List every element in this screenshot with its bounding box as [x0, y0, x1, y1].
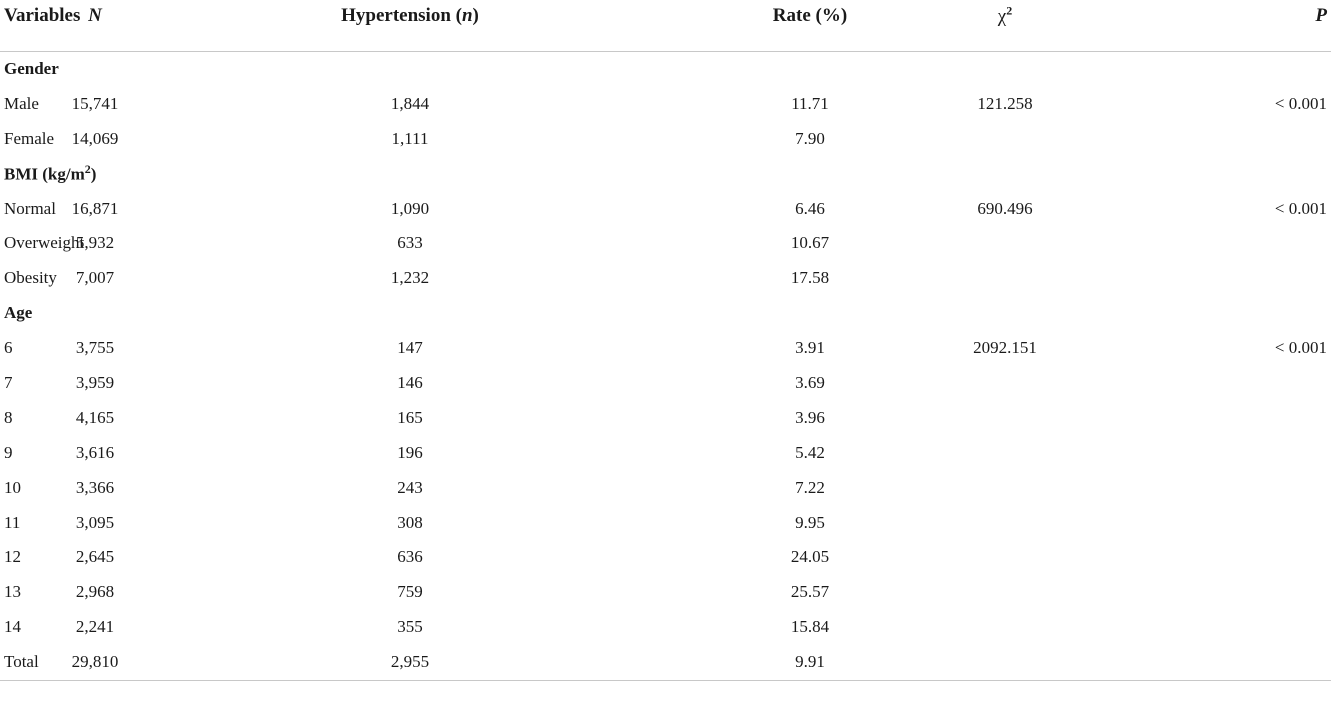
cell-hypertension: 196	[397, 442, 423, 462]
cell-hypertension	[380, 296, 740, 331]
cell-hypertension: 759	[397, 582, 423, 602]
cell-hypertension: 636	[397, 547, 423, 567]
cell-n: 14,069	[71, 128, 119, 148]
cell-hypertension: 2,955	[380, 645, 740, 680]
cell-p	[1210, 121, 1331, 156]
table-row	[0, 575, 1331, 610]
cell-rate: 5.42	[795, 442, 825, 462]
cell-chi	[980, 610, 1210, 645]
table-row	[0, 191, 1331, 226]
header-chi-square: $\chi^2$	[980, 0, 1210, 51]
group-row	[0, 51, 1331, 86]
cell-rate	[740, 296, 980, 331]
cell-rate	[740, 156, 980, 191]
cell-chi	[980, 575, 1210, 610]
cell-p	[1210, 296, 1331, 331]
cell-p	[1210, 51, 1331, 86]
cell-hypertension: 633	[397, 233, 423, 253]
cell-n	[190, 51, 380, 86]
cell-n: 2,645	[75, 547, 115, 567]
cell-chi	[980, 261, 1210, 296]
cell-n: 3,755	[75, 338, 115, 358]
cell-chi: 2092.151	[973, 338, 1037, 358]
cell-variable: Obesity	[4, 268, 57, 288]
header-rate: Rate (%)	[740, 0, 980, 51]
cell-rate: 17.58	[790, 268, 830, 288]
cell-chi	[980, 505, 1210, 540]
header-row	[0, 0, 1331, 51]
cell-chi	[980, 51, 1210, 86]
cell-chi	[980, 296, 1210, 331]
cell-variable: 13	[4, 582, 21, 602]
cell-p: < 0.001	[1274, 198, 1327, 218]
cell-n: 3,095	[75, 512, 115, 532]
cell-hypertension	[380, 156, 740, 191]
cell-rate: 7.22	[795, 477, 825, 497]
cell-hypertension: 165	[397, 407, 423, 427]
table-row	[0, 86, 1331, 121]
cell-variable: Normal	[4, 198, 56, 218]
cell-rate	[740, 51, 980, 86]
cell-n: 16,871	[71, 198, 119, 218]
cell-chi	[980, 400, 1210, 435]
cell-chi	[980, 435, 1210, 470]
cell-hypertension: 355	[397, 617, 423, 637]
cell-chi	[980, 156, 1210, 191]
cell-variable: 8	[4, 407, 13, 427]
table-row	[0, 121, 1331, 156]
cell-rate: 7.90	[795, 128, 825, 148]
cell-rate: 25.57	[790, 582, 830, 602]
cell-chi: 690.496	[977, 198, 1033, 218]
cell-hypertension: 308	[397, 512, 423, 532]
table-row	[0, 645, 1331, 680]
cell-n: 3,959	[75, 372, 115, 392]
header-variables: Variables	[0, 0, 190, 51]
cell-variable: 14	[4, 617, 21, 637]
cell-variable: Gender	[4, 58, 59, 78]
cell-p	[1210, 610, 1331, 645]
cell-variable: Male	[4, 93, 39, 113]
cell-chi	[980, 366, 1210, 401]
cell-rate: 3.96	[795, 407, 825, 427]
table-row	[0, 610, 1331, 645]
cell-chi	[980, 540, 1210, 575]
cell-n: 15,741	[71, 93, 119, 113]
table-row	[0, 505, 1331, 540]
cell-hypertension: 243	[397, 477, 423, 497]
table-row	[0, 435, 1331, 470]
cell-n: 3,616	[75, 442, 115, 462]
cell-rate: 9.95	[795, 512, 825, 532]
cell-n: 2,968	[75, 582, 115, 602]
header-hypertension: Hypertension (n)	[380, 0, 740, 51]
header-n: N	[190, 0, 380, 51]
cell-n	[190, 296, 380, 331]
cell-variable: 7	[4, 372, 13, 392]
cell-hypertension: 147	[397, 338, 423, 358]
group-row	[0, 296, 1331, 331]
cell-p	[1210, 261, 1331, 296]
cell-variable: 11	[4, 512, 21, 532]
cell-p: < 0.001	[1274, 93, 1327, 113]
cell-p	[1210, 470, 1331, 505]
cell-p	[1210, 505, 1331, 540]
cell-p	[1210, 575, 1331, 610]
cell-variable: Female	[4, 128, 55, 148]
cell-hypertension: 1,232	[390, 268, 430, 288]
table-row	[0, 226, 1331, 261]
cell-hypertension	[380, 51, 740, 86]
cell-rate: 15.84	[790, 617, 830, 637]
cell-variable: Total	[0, 645, 190, 680]
cell-p	[1210, 400, 1331, 435]
cell-chi: 121.258	[977, 93, 1033, 113]
table-row	[0, 331, 1331, 366]
cell-variable: 6	[4, 338, 13, 358]
cell-variable: 12	[4, 547, 21, 567]
cell-p	[1210, 366, 1331, 401]
cell-p	[1210, 645, 1331, 680]
cell-p: < 0.001	[1274, 338, 1327, 358]
cell-hypertension: 1,844	[390, 93, 430, 113]
cell-rate: 24.05	[790, 547, 830, 567]
cell-rate: 11.71	[791, 93, 829, 113]
cell-n: 3,366	[75, 477, 115, 497]
cell-hypertension: 1,090	[390, 198, 430, 218]
cell-variable: BMI $(kg/m^2)$	[4, 162, 97, 184]
cell-p	[1210, 226, 1331, 261]
cell-chi	[980, 226, 1210, 261]
cell-hypertension: 146	[397, 372, 423, 392]
table-row	[0, 540, 1331, 575]
cell-rate: 10.67	[790, 233, 830, 253]
cell-n: 29,810	[190, 645, 380, 680]
cell-chi	[980, 645, 1210, 680]
cell-chi	[980, 470, 1210, 505]
group-row	[0, 156, 1331, 191]
cell-chi	[980, 121, 1210, 156]
cell-n: 2,241	[75, 617, 115, 637]
table-row	[0, 261, 1331, 296]
table-row	[0, 470, 1331, 505]
cell-n	[190, 156, 380, 191]
cell-variable: 9	[4, 442, 13, 462]
cell-p	[1210, 435, 1331, 470]
cell-n: 7,007	[75, 268, 115, 288]
cell-p	[1210, 540, 1331, 575]
cell-rate: 6.46	[795, 198, 825, 218]
header-p: P	[1210, 0, 1331, 51]
cell-rate: 9.91	[740, 645, 980, 680]
cell-variable: 10	[4, 477, 21, 497]
cell-n: 4,165	[75, 407, 115, 427]
cell-hypertension: 1,111	[391, 128, 429, 148]
cell-n: 5,932	[75, 233, 115, 253]
table-row	[0, 366, 1331, 401]
superscript: 2	[84, 162, 91, 177]
table-row	[0, 400, 1331, 435]
cell-rate: 3.69	[795, 372, 825, 392]
cell-variable: Age	[4, 303, 33, 323]
cell-rate: 3.91	[795, 338, 825, 358]
cell-variable: Overweight	[4, 233, 85, 253]
cell-p	[1210, 156, 1331, 191]
